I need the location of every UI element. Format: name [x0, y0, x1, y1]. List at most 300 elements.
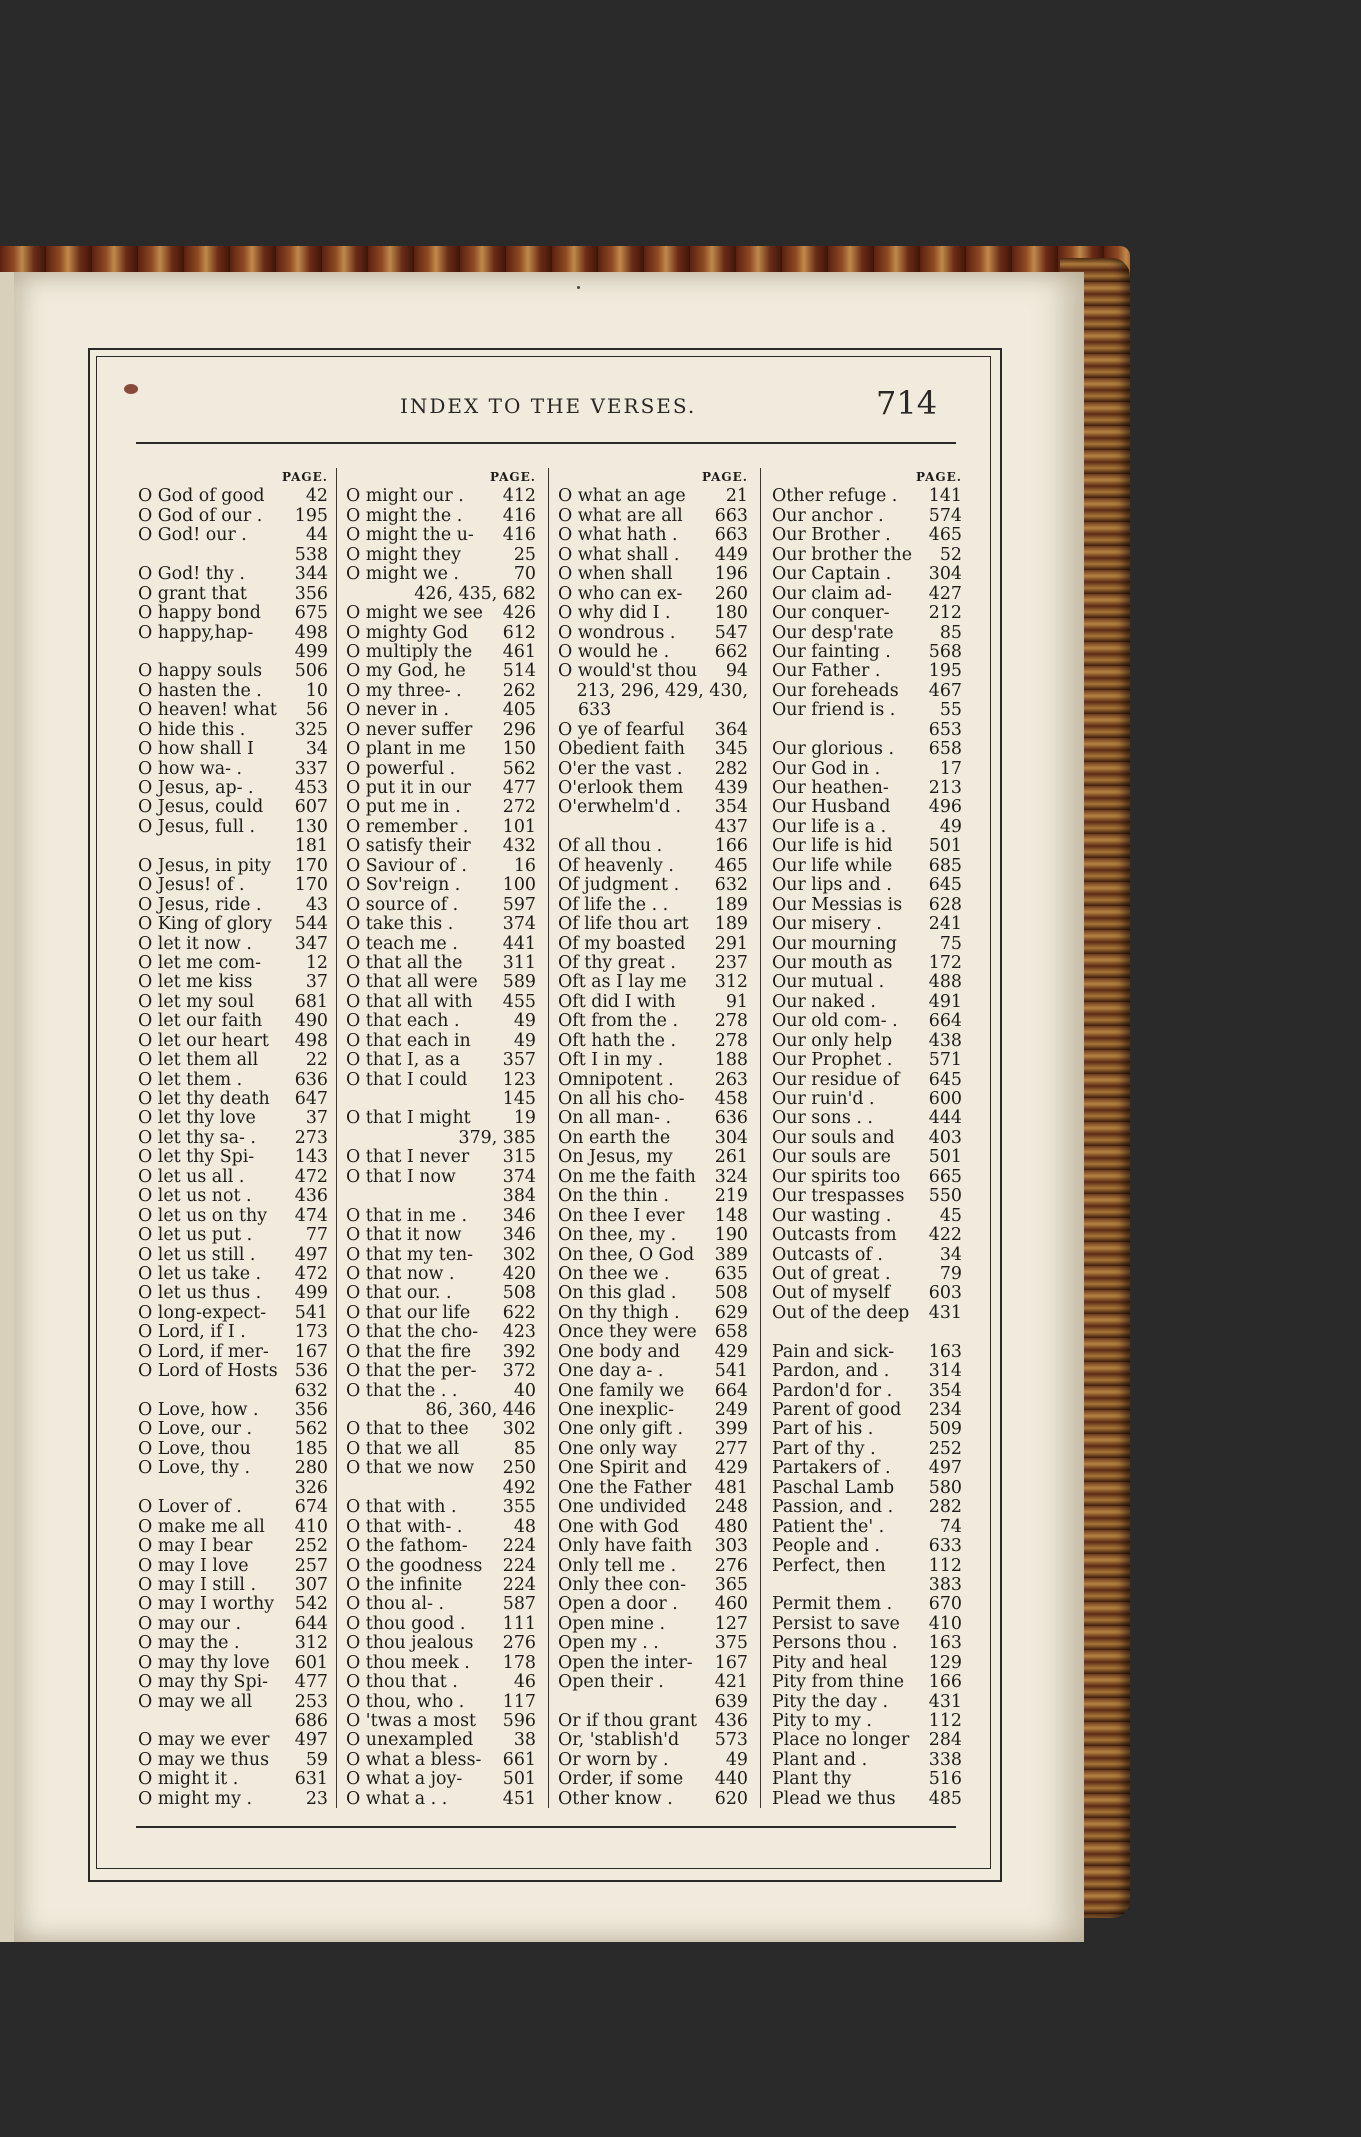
index-entry: [558, 1615, 748, 1634]
index-entry-text: O thou that .: [346, 1672, 458, 1693]
index-entry-page: 541: [294, 1302, 328, 1323]
index-entry-text: O let them all: [138, 1050, 259, 1071]
index-entry: [138, 1051, 328, 1070]
index-entry-text: O Love, our .: [138, 1419, 253, 1440]
index-entry-text: O Jesus, full .: [138, 816, 255, 837]
index-entry-page: 664: [714, 1380, 748, 1401]
index-entry-text: On thee we .: [558, 1263, 670, 1284]
index-entry-page: 337: [294, 758, 328, 779]
index-entry-page: 403: [928, 1127, 962, 1148]
index-entry-page: 631: [294, 1769, 328, 1790]
index-entry-text: O let me com-: [138, 952, 262, 973]
index-entry-page: 59: [305, 1749, 328, 1770]
index-entry-text: Of my boasted: [558, 933, 686, 954]
index-entry-text: O let us take .: [138, 1263, 262, 1284]
index-entry-page: 143: [294, 1147, 328, 1168]
index-entry-page: 234: [928, 1400, 962, 1420]
index-entry-text: Place no longer: [772, 1730, 910, 1751]
index-entry-page: 213: [928, 778, 962, 798]
index-entry: [346, 1148, 536, 1167]
index-column-4: [772, 468, 962, 1809]
index-entry-text: One undivided: [558, 1497, 687, 1518]
index-entry-page: 354: [928, 1380, 962, 1401]
index-entry-page: 541: [714, 1361, 748, 1382]
index-entry-text: On the thin .: [558, 1186, 670, 1207]
index-entry: [558, 1187, 748, 1206]
index-entry-text: O source of .: [346, 894, 459, 915]
index-entry: [772, 876, 962, 895]
index-entry-text: Our mutual .: [772, 972, 885, 993]
index-entry-text: O thou jealous: [346, 1633, 474, 1654]
index-entry-page: 276: [502, 1633, 536, 1654]
index-entry: [558, 1595, 748, 1614]
index-entry: [558, 1051, 748, 1070]
index-entry-text: O Lord of Hosts: [138, 1361, 278, 1382]
index-entry-text: Our God in .: [772, 758, 881, 779]
index-entry-text: O God of our .: [138, 505, 263, 526]
index-entry-page: 420: [502, 1263, 536, 1284]
index-entry-page: 472: [294, 1166, 328, 1187]
index-entry-text: Paschal Lamb: [772, 1477, 895, 1498]
index-entry-text: O'er the vast .: [558, 758, 683, 779]
index-entry-text: On me the faith: [558, 1166, 696, 1187]
index-entry-page: 661: [502, 1749, 536, 1770]
index-entry: [772, 526, 962, 545]
index-entry: [558, 1731, 748, 1750]
index-continuation-pages: 437: [714, 816, 748, 837]
index-entry: [346, 565, 536, 584]
index-entry: [346, 1420, 536, 1439]
index-entry-page: 170: [294, 875, 328, 896]
index-entry-page: 508: [714, 1283, 748, 1304]
index-entry-page: 544: [294, 914, 328, 935]
index-entry: [346, 837, 536, 856]
index-entry-text: O may I worthy: [138, 1594, 275, 1615]
index-entry: [138, 1168, 328, 1187]
index-entry-page: 644: [294, 1613, 328, 1634]
index-entry-text: Our life while: [772, 855, 893, 876]
index-continuation-pages: 145: [502, 1089, 536, 1109]
index-entry-text: O the goodness: [346, 1555, 483, 1576]
index-entry: [346, 546, 536, 565]
index-entry: [772, 915, 962, 934]
index-entry-page: 410: [294, 1516, 328, 1537]
index-entry-text: O that with- .: [346, 1516, 463, 1537]
index-continuation-pages: 379, 385: [458, 1127, 536, 1148]
index-entry-text: Our Husband: [772, 797, 891, 818]
index-continuation-pages: 499: [294, 641, 328, 662]
index-entry: [772, 701, 962, 720]
index-entry-page: 325: [294, 719, 328, 740]
index-entry-text: O might we see: [346, 603, 483, 624]
index-entry: [138, 1731, 328, 1750]
index-entry-text: Other refuge .: [772, 486, 898, 507]
index-entry-page: 304: [928, 564, 962, 585]
index-entry: [772, 1265, 962, 1284]
index-entry-text: O Jesus, ride .: [138, 894, 262, 915]
index-entry-page: 180: [714, 603, 748, 624]
index-entry: [558, 1362, 748, 1381]
index-entry-page: 460: [714, 1594, 748, 1615]
index-entry: [772, 624, 962, 643]
index-entry: [772, 1440, 962, 1459]
index-entry: [138, 624, 328, 643]
index-entry-page: 405: [502, 700, 536, 721]
index-entry-text: O let us not .: [138, 1186, 252, 1207]
index-entry-text: Plant thy: [772, 1769, 852, 1790]
index-entry-page: 123: [502, 1069, 536, 1090]
index-entry-text: Or if thou grant: [558, 1711, 698, 1731]
index-entry-text: Our souls are: [772, 1147, 891, 1168]
index-entry: [558, 896, 748, 915]
index-entry-text: Our lips and .: [772, 875, 892, 896]
index-entry: [138, 585, 328, 604]
index-entry: [772, 1207, 962, 1226]
index-entry-text: On all his cho-: [558, 1089, 685, 1109]
index-entry-text: Oft hath the .: [558, 1030, 677, 1051]
index-entry: [138, 662, 328, 681]
index-entry-text: O that it now: [346, 1225, 462, 1246]
index-entry: [138, 1615, 328, 1634]
index-entry: [772, 1654, 962, 1673]
index-entry: [772, 1751, 962, 1770]
index-entry-page: 91: [725, 991, 748, 1012]
index-entry: [346, 1576, 536, 1595]
index-entry: [558, 624, 748, 643]
index-entry-page: 291: [714, 933, 748, 954]
index-entry-text: Our misery .: [772, 914, 882, 935]
index-entry-text: O let thy sa- .: [138, 1127, 256, 1148]
index-entry-text: O how shall I: [138, 739, 254, 760]
index-entry-page: 302: [502, 1244, 536, 1265]
index-column-2: [346, 468, 536, 1809]
index-entry: [772, 1693, 962, 1712]
footer-rule: [136, 1826, 956, 1828]
index-entry-text: Of life thou art: [558, 914, 689, 935]
index-entry: [772, 857, 962, 876]
index-entry: [138, 1693, 328, 1712]
index-entry: [558, 1673, 748, 1692]
index-entry: [558, 721, 748, 740]
index-entry: [346, 1673, 536, 1692]
index-entry-page: 21: [725, 486, 748, 507]
index-entry: [346, 760, 536, 779]
index-entry: [558, 857, 748, 876]
index-entry: [138, 1090, 328, 1109]
index-entry: [138, 1071, 328, 1090]
index-entry-text: O that I now: [346, 1166, 456, 1187]
index-entry-page: 436: [714, 1711, 748, 1731]
index-entry-page: 170: [294, 855, 328, 876]
index-continuation-pages: 326: [294, 1477, 328, 1498]
index-entry-text: Our life is a .: [772, 816, 887, 837]
index-entry-text: O Lord, if mer-: [138, 1341, 269, 1362]
index-entry: [772, 565, 962, 584]
index-entry: [346, 1712, 536, 1731]
index-entry: [772, 1051, 962, 1070]
index-entry-text: Pity from thine: [772, 1672, 905, 1693]
index-continuation-pages: 639: [714, 1691, 748, 1712]
index-entry-text: Pity and heal: [772, 1652, 888, 1673]
index-entry-text: O let our faith: [138, 1011, 263, 1032]
index-entry: [558, 837, 748, 856]
index-entry: [138, 1032, 328, 1051]
index-entry-text: O long-expect-: [138, 1302, 267, 1323]
index-entry-page: 465: [928, 525, 962, 546]
index-entry: [346, 915, 536, 934]
index-entry: [558, 585, 748, 604]
index-entry-page: 633: [928, 1536, 962, 1557]
index-entry-text: O that all were: [346, 972, 478, 993]
index-entry-page: 601: [294, 1652, 328, 1673]
index-entry: [346, 1265, 536, 1284]
index-entry: [138, 487, 328, 506]
index-entry: [346, 1498, 536, 1517]
index-entry-text: O how wa- .: [138, 758, 243, 779]
index-entry-page: 338: [928, 1749, 962, 1770]
index-entry-text: Our only help: [772, 1030, 893, 1051]
index-entry: [346, 779, 536, 798]
index-entry: [346, 818, 536, 837]
index-entry-page: 282: [928, 1497, 962, 1518]
column-page-label: PAGE.: [915, 470, 962, 484]
index-entry-page: 22: [305, 1050, 328, 1071]
index-entry: [558, 973, 748, 992]
index-entry-page: 498: [294, 622, 328, 643]
index-entry-page: 224: [502, 1555, 536, 1576]
index-entry-text: Pain and sick-: [772, 1341, 895, 1362]
index-entry-text: Pardon, and .: [772, 1361, 890, 1382]
index-entry-page: 241: [928, 914, 962, 935]
index-entry-text: O that we all: [346, 1438, 460, 1459]
index-entry-page: 506: [294, 661, 328, 682]
index-entry-page: 439: [714, 778, 748, 798]
index-entry: [558, 1790, 748, 1809]
index-entry-page: 34: [939, 1244, 962, 1265]
index-entry-text: O may thy Spi-: [138, 1672, 269, 1693]
index-entry-page: 491: [928, 991, 962, 1012]
index-entry-page: 260: [714, 583, 748, 604]
index-entry-page: 43: [305, 894, 328, 915]
index-entry-page: 431: [928, 1302, 962, 1323]
index-entry-text: On thee, my .: [558, 1225, 677, 1246]
index-entry-text: O when shall: [558, 564, 673, 585]
index-entry-text: O let us on thy: [138, 1205, 268, 1226]
index-entry-page: 212: [928, 603, 962, 624]
index-entry: [772, 1557, 962, 1576]
index-entry-page: 185: [294, 1438, 328, 1459]
index-entry: [772, 1595, 962, 1614]
index-entry: [772, 896, 962, 915]
index-entry: [772, 760, 962, 779]
index-entry-page: 52: [939, 544, 962, 565]
index-entry-page: 252: [928, 1438, 962, 1459]
page-left-edge: [0, 272, 15, 1942]
index-entry-page: 536: [294, 1361, 328, 1382]
index-entry: [558, 935, 748, 954]
index-entry-page: 477: [294, 1672, 328, 1693]
index-entry: [772, 1032, 962, 1051]
index-entry-text: O would'st thou: [558, 661, 698, 682]
index-entry-text: Of heavenly .: [558, 855, 674, 876]
index-entry-text: O powerful .: [346, 758, 456, 779]
index-entry-page: 662: [714, 641, 748, 662]
index-entry-page: 509: [928, 1419, 962, 1440]
index-entry-page: 345: [714, 739, 748, 760]
index-entry-page: 440: [714, 1769, 748, 1790]
index-entry: [558, 1304, 748, 1323]
index-entry: [772, 798, 962, 817]
index-entry-text: O that our life: [346, 1302, 471, 1323]
index-entry-page: 173: [294, 1322, 328, 1343]
index-entry: [138, 1459, 328, 1478]
index-entry-text: O my three- .: [346, 680, 462, 701]
index-entry-page: 481: [714, 1477, 748, 1498]
index-entry: [772, 1712, 962, 1731]
index-entry-page: 663: [714, 525, 748, 546]
index-entry-text: O unexampled: [346, 1730, 474, 1751]
index-entry-text: Part of his .: [772, 1419, 874, 1440]
index-entry-text: Our Prophet .: [772, 1050, 893, 1071]
index-entry: [558, 1537, 748, 1556]
index-entry-page: 416: [502, 525, 536, 546]
index-entry-page: 675: [294, 603, 328, 624]
index-entry-page: 303: [714, 1536, 748, 1557]
index-entry: [346, 1731, 536, 1750]
page-title: INDEX TO THE VERSES.: [400, 394, 697, 418]
index-entry-page: 304: [714, 1127, 748, 1148]
index-entry: [138, 973, 328, 992]
index-entry: [558, 1012, 748, 1031]
index-entry-text: Our wasting .: [772, 1205, 892, 1226]
index-entry-page: 190: [714, 1225, 748, 1246]
index-entry: [772, 993, 962, 1012]
index-entry-text: O Jesus, ap- .: [138, 778, 254, 798]
index-entry-page: 508: [502, 1283, 536, 1304]
index-entry-page: 262: [502, 680, 536, 701]
index-entry: [346, 1207, 536, 1226]
index-entry: [772, 1284, 962, 1303]
index-entry: [346, 1790, 536, 1809]
index-entry-text: O who can ex-: [558, 583, 683, 604]
index-continuation-pages: 383: [928, 1574, 962, 1595]
index-entry: [138, 1654, 328, 1673]
index-entry-page: 392: [502, 1341, 536, 1362]
index-entry: [138, 1518, 328, 1537]
index-entry: [138, 1537, 328, 1556]
index-entry-page: 344: [294, 564, 328, 585]
index-entry-text: Outcasts of .: [772, 1244, 883, 1265]
index-entry: [558, 915, 748, 934]
index-entry: [138, 798, 328, 817]
index-entry-text: O happy,hap-: [138, 622, 254, 643]
index-entry-page: 56: [305, 700, 328, 721]
index-entry: [138, 1265, 328, 1284]
index-entry-page: 441: [502, 933, 536, 954]
index-entry-page: 461: [502, 641, 536, 662]
index-entry: [558, 954, 748, 973]
index-entry-page: 497: [294, 1244, 328, 1265]
index-entry-page: 85: [513, 1438, 536, 1459]
index-entry: [558, 740, 748, 759]
index-entry-text: O may our .: [138, 1613, 242, 1634]
index-entry-page: 263: [714, 1069, 748, 1090]
index-entry: [346, 721, 536, 740]
index-entry: [138, 1673, 328, 1692]
index-entry: [346, 857, 536, 876]
index-entry: [558, 565, 748, 584]
index-entry-page: 312: [294, 1633, 328, 1654]
index-entry: [558, 1576, 748, 1595]
index-entry: [138, 526, 328, 545]
index-entry: [772, 954, 962, 973]
index-entry-page: 195: [294, 505, 328, 526]
index-entry-text: Permit them .: [772, 1594, 893, 1615]
index-entry: [558, 662, 748, 681]
index-entry: [346, 1109, 536, 1128]
index-entry-text: Our fainting .: [772, 641, 891, 662]
index-entry-page: 49: [513, 1030, 536, 1051]
index-entry: [558, 1032, 748, 1051]
index-entry-text: O thou, who .: [346, 1691, 465, 1712]
index-entry-text: Omnipotent .: [558, 1069, 674, 1090]
index-entry: [346, 954, 536, 973]
index-continuation-pages: 632: [294, 1380, 328, 1401]
index-entry-page: 167: [294, 1341, 328, 1362]
index-entry-text: O let thy love: [138, 1108, 256, 1129]
index-entry: [138, 507, 328, 526]
index-entry-page: 261: [714, 1147, 748, 1168]
index-entry: [346, 1246, 536, 1265]
index-entry: [558, 1751, 748, 1770]
index-entry-page: 355: [502, 1497, 536, 1518]
index-entry: [772, 1187, 962, 1206]
index-entry-text: Our claim ad-: [772, 583, 892, 604]
index-entry: [138, 1790, 328, 1809]
index-entry-text: Parent of good: [772, 1400, 902, 1420]
index-entry: [772, 1382, 962, 1401]
index-entry-page: 497: [294, 1730, 328, 1751]
index-entry-text: People and .: [772, 1536, 880, 1557]
index-entry-page: 163: [928, 1633, 962, 1654]
index-entry-page: 632: [714, 875, 748, 896]
index-entry-text: O might it .: [138, 1769, 239, 1790]
index-entry: [138, 740, 328, 759]
index-entry-page: 150: [502, 739, 536, 760]
index-continuation-pages: 181: [294, 836, 328, 857]
index-entry: [346, 507, 536, 526]
index-entry: [346, 682, 536, 701]
index-entry: [346, 1459, 536, 1478]
index-entry-page: 44: [305, 525, 328, 546]
index-entry-text: O God of good: [138, 486, 265, 507]
index-entry-page: 312: [714, 972, 748, 993]
index-entry-text: Our glorious .: [772, 739, 894, 760]
index-entry-text: O let thy death: [138, 1089, 270, 1109]
index-entry-page: 365: [714, 1574, 748, 1595]
index-entry: [346, 993, 536, 1012]
index-entry-page: 472: [294, 1263, 328, 1284]
index-entry-page: 45: [939, 1205, 962, 1226]
index-continuation-pages: 686: [294, 1711, 328, 1731]
index-entry-text: O might the .: [346, 505, 463, 526]
index-entry-text: Of all thou .: [558, 836, 663, 857]
index-entry: [346, 1440, 536, 1459]
index-entry: [558, 1401, 748, 1420]
index-entry-page: 249: [714, 1400, 748, 1420]
index-entry-text: Or, 'stablish'd: [558, 1730, 680, 1751]
index-entry-page: 421: [714, 1672, 748, 1693]
